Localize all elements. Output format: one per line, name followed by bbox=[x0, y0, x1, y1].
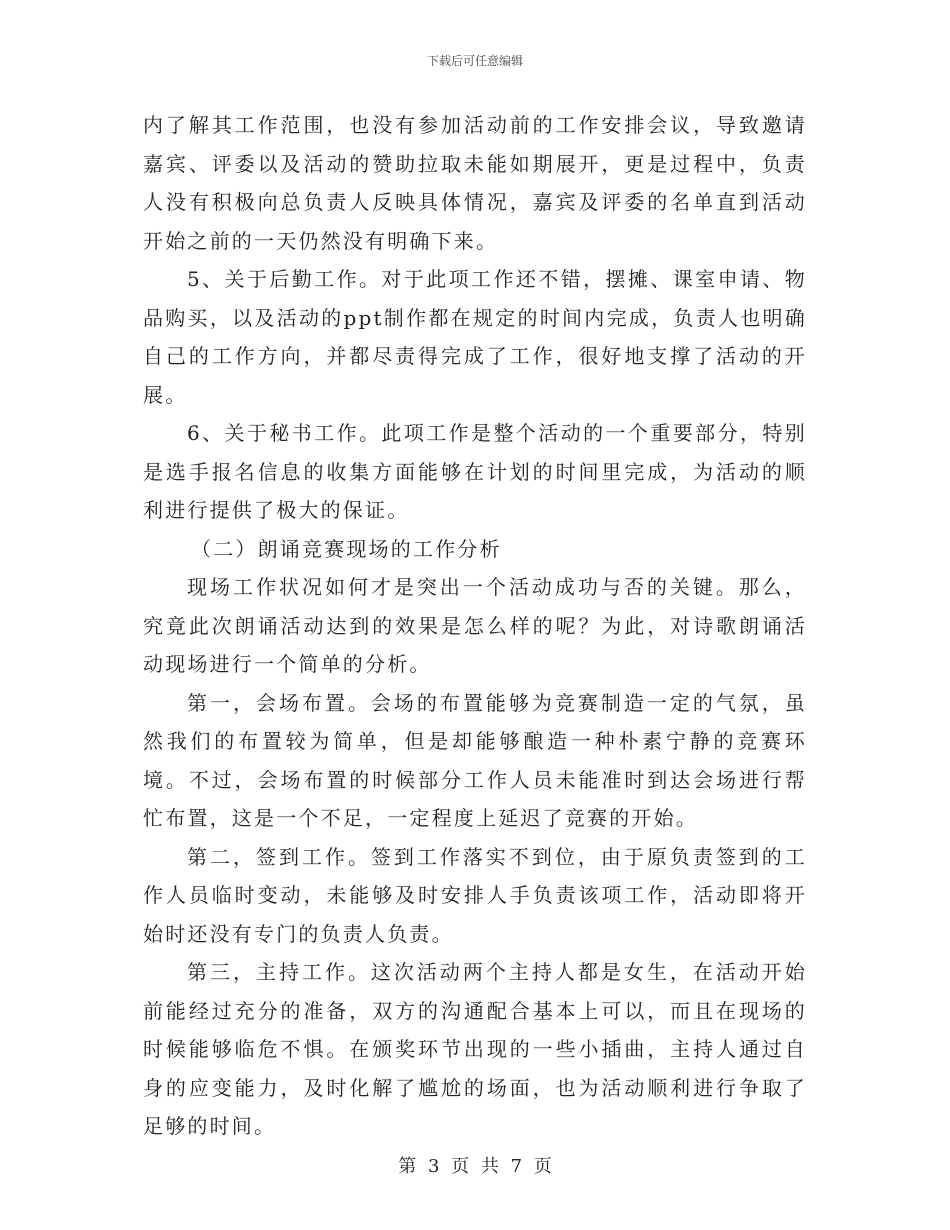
paragraph-onsite-intro: 现场工作状况如何才是突出一个活动成功与否的关键。那么，究竟此次朗诵活动达到的效果是怎么样的呢？为此，对诗歌朗诵活动现场进行一个简单的分析。 bbox=[143, 575, 807, 676]
document-body bbox=[143, 106, 807, 1146]
paragraph-hosting: 第三，主持工作。这次活动两个主持人都是女生，在活动开始前能经过充分的准备，双方的沟通配合基本上可以，而且在现场的时候能够临危不惧。在颁奖环节出现的一些小插曲，主持人通过自身的应变能力，及时化解了尴尬的场面，也为活动顺利进行争取了足够的时间。 bbox=[143, 960, 807, 1138]
paragraph-logistics: 5、关于后勤工作。对于此项工作还不错，摆摊、课室申请、物品购买，以及活动的ppt制作都在规定的时间内完成，负责人也明确自己的工作方向，并都尽责得完成了工作，很好地支撑了活动的开展。 bbox=[143, 267, 807, 407]
page-header-note: 下载后可任意编辑 bbox=[426, 54, 523, 68]
page-number: 第 3 页 共 7 页 bbox=[398, 1156, 552, 1177]
paragraph-venue-setup: 第一，会场布置。会场的布置能够为竞赛制造一定的气氛，虽然我们的布置较为简单，但是却能够酿造一种朴素宁静的竞赛环境。不过，会场布置的时候部分工作人员未能准时到达会场进行帮忙布置，这是一个不足，一定程度上延迟了竞赛的开始。 bbox=[143, 690, 807, 830]
section-heading: （二）朗诵竞赛现场的工作分析 bbox=[191, 536, 502, 561]
paragraph-secretary: 6、关于秘书工作。此项工作是整个活动的一个重要部分，特别是选手报名信息的收集方面能够在计划的时间里完成，为活动的顺利进行提供了极大的保证。 bbox=[143, 421, 807, 522]
paragraph-check-in: 第二，签到工作。签到工作落实不到位，由于原负责签到的工作人员临时变动，未能够及时安排人手负责该项工作，活动即将开始时还没有专门的负责人负责。 bbox=[143, 844, 807, 946]
paragraph-continuation: 内了解其工作范围，也没有参加活动前的工作安排会议，导致邀请嘉宾、评委以及活动的赞助拉取未能如期展开，更是过程中，负责人没有积极向总负责人反映具体情况，嘉宾及评委的名单直到活动开始之前的一天仍然没有明确下来。 bbox=[143, 113, 807, 253]
